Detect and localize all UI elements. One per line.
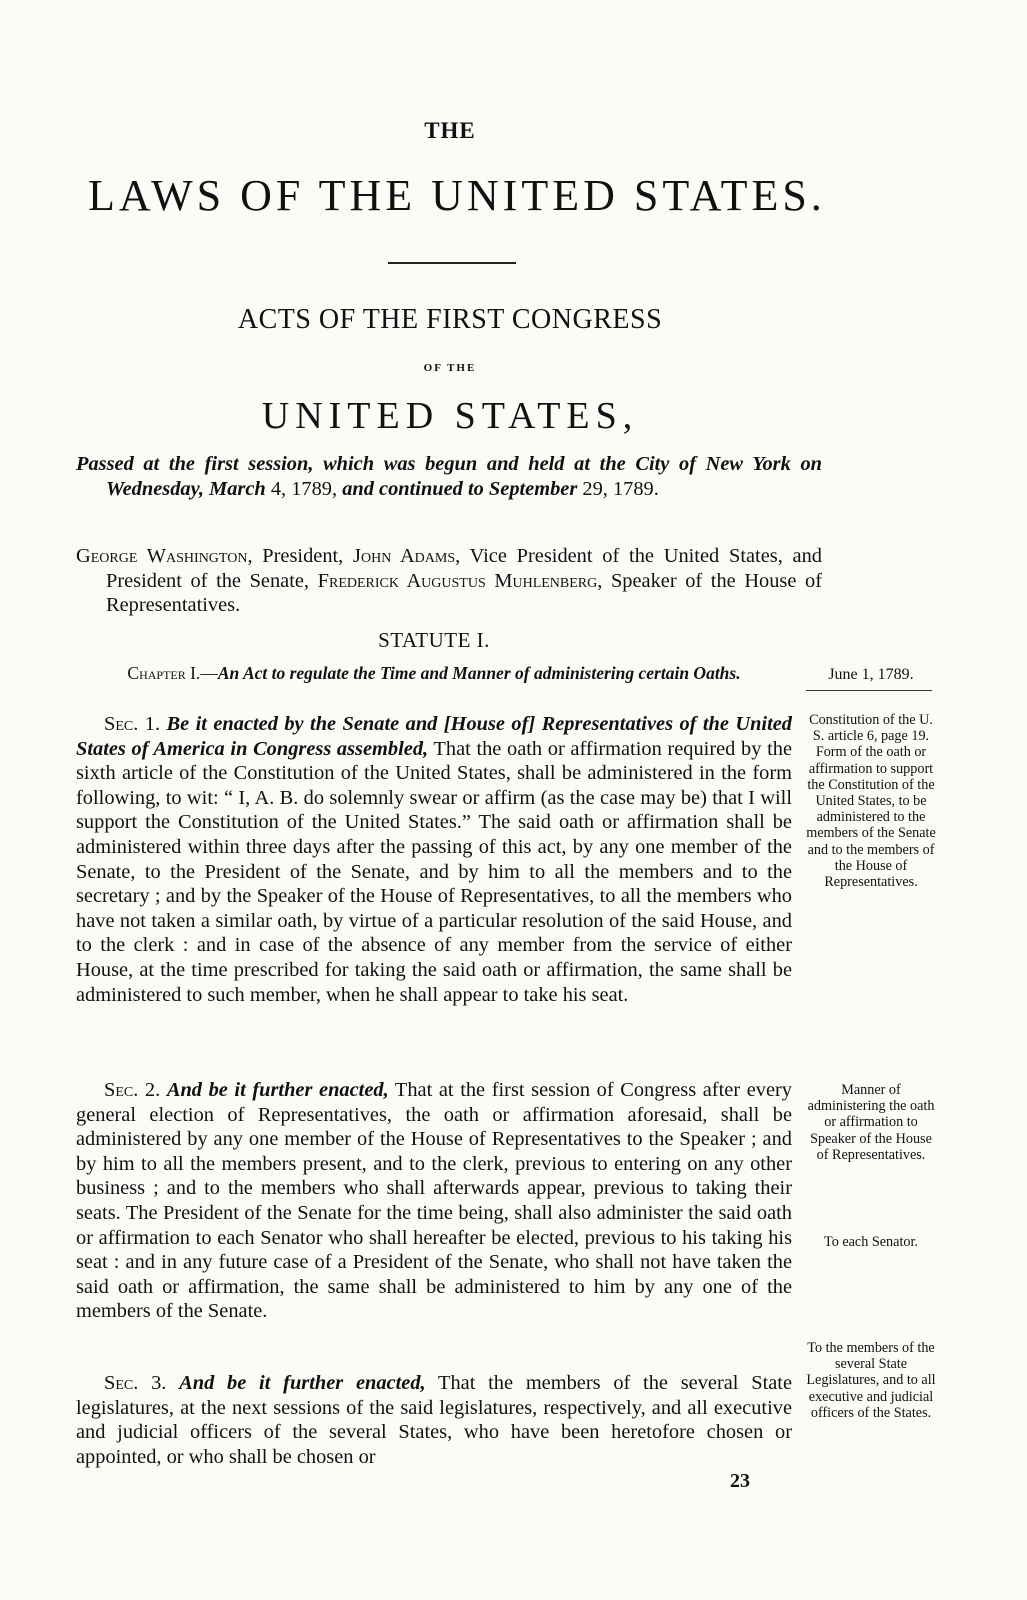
page-title: LAWS OF THE UNITED STATES. — [88, 171, 826, 220]
officer-role-2: , Vice President of the United States, and President of the Senate, — [106, 545, 822, 592]
section-1-text: That the oath or affirmation required by the sixth article of the Constitution of the United States, shall be administered in the form following, to wit: “ I, A. B. do solemnly swear or affirm (as the case may be) that I will support the Constitution of the United States.” The said oath or affirmation shall be administered within three days after the passing of this act, by any one member of the Senate, to the President of the Senate, and by him to all the members and to the secretary ; and by the Speaker of the House of Representatives, to all the members who have not taken a similar oath, by virtue of a particular resolution of the said House, and to the clerk : and in case of the absence of any member from the service of either House, at the time prescribed for taking the said oath or affirmation, the same shall be administered to such member, when he shall appear to take his seat. — [76, 737, 792, 1006]
section-2-enacting-clause: And be it further enacted, — [166, 1079, 389, 1101]
statute-heading: STATUTE I. — [378, 628, 490, 652]
section-3 — [76, 1371, 792, 1469]
session-date-1: 4, 1789, — [270, 477, 338, 500]
chapter-title: An Act to regulate the Time and Manner of administering certain Oaths. — [217, 663, 741, 683]
of-the-heading: OF THE — [423, 362, 477, 374]
officers-paragraph — [76, 544, 822, 618]
section-1-enacting-clause: Be it enacted by the Senate and [House of] Representatives of the United States of America in Congress assembled, — [76, 713, 793, 760]
page-number: 23 — [730, 1470, 750, 1492]
section-3-text: That the members of the several State legislatures, at the next sessions of the said legislatures, respectively, and all executive and judicial officers of the several States, who have been heretofore chosen or appointed, or who shall be chosen or — [76, 1372, 793, 1468]
section-2-text: That at the first session of Congress after every general election of Representatives, the oath or affirmation aforesaid, shall be administered by any one member of the House of Representatives to the Speaker ; and by him to all the members present, and to the clerk, previous to entering on any other business ; and to the members who shall afterwards appear, previous to taking their seats. The President of the Senate for the time being, shall also administer the said oath or affirmation to each Senator who shall hereafter be elected, previous to his taking his seat : and in any future case of a President of the Senate, who shall not have taken the said oath or affirmation, the same shall be administered to him by any one of the members of the Senate. — [76, 1079, 792, 1323]
session-text-2: and continued to September — [337, 477, 583, 500]
section-2-label: Sec. 2. — [104, 1079, 161, 1101]
chapter-heading — [76, 663, 792, 684]
margin-note-speaker: Manner of administering the oath or affirmation to Speaker of the House of Representatives. — [807, 1082, 935, 1163]
margin-note-oath-form: Constitution of the U. S. article 6, page 19. Form of the oath or affirmation to support the Constitution of the United States, to be administered to the members of the Senate and to the members of the House of Representatives. — [806, 712, 936, 891]
officer-name-muhlenberg: Frederick Augustus Muhlenberg — [317, 569, 598, 592]
chapter-dash: — — [200, 663, 218, 683]
section-3-enacting-clause: And be it further enacted, — [179, 1372, 426, 1394]
officer-role-3: , Speaker of the House of Representatives. — [106, 569, 822, 617]
officer-name-adams: John Adams — [353, 545, 456, 567]
session-date-2: 29, 1789. — [582, 477, 659, 500]
section-3-label: Sec. 3. — [104, 1372, 167, 1394]
section-1-label: Sec. 1. — [104, 713, 161, 735]
officer-role-1: , President, — [247, 545, 354, 567]
united-states-heading: UNITED STATES, — [261, 395, 639, 437]
header-the: THE — [424, 118, 476, 143]
margin-note-state-officers: To the members of the several State Legislatures, and to all executive and judicial officers of the States. — [806, 1340, 936, 1421]
margin-date: June 1, 1789. — [828, 666, 914, 683]
section-2 — [76, 1078, 792, 1324]
session-paragraph — [76, 452, 822, 501]
chapter-label: Chapter I. — [127, 663, 201, 683]
title-rule — [388, 262, 516, 264]
acts-heading: ACTS OF THE FIRST CONGRESS — [237, 304, 663, 335]
margin-date-rule — [806, 690, 932, 691]
section-1 — [76, 712, 792, 1007]
officer-name-washington: George Washington — [76, 545, 248, 567]
margin-note-senator: To each Senator. — [824, 1234, 918, 1250]
session-text-1: Passed at the first session, which was begun and held at the City of New York on Wednesday, March — [76, 453, 822, 500]
